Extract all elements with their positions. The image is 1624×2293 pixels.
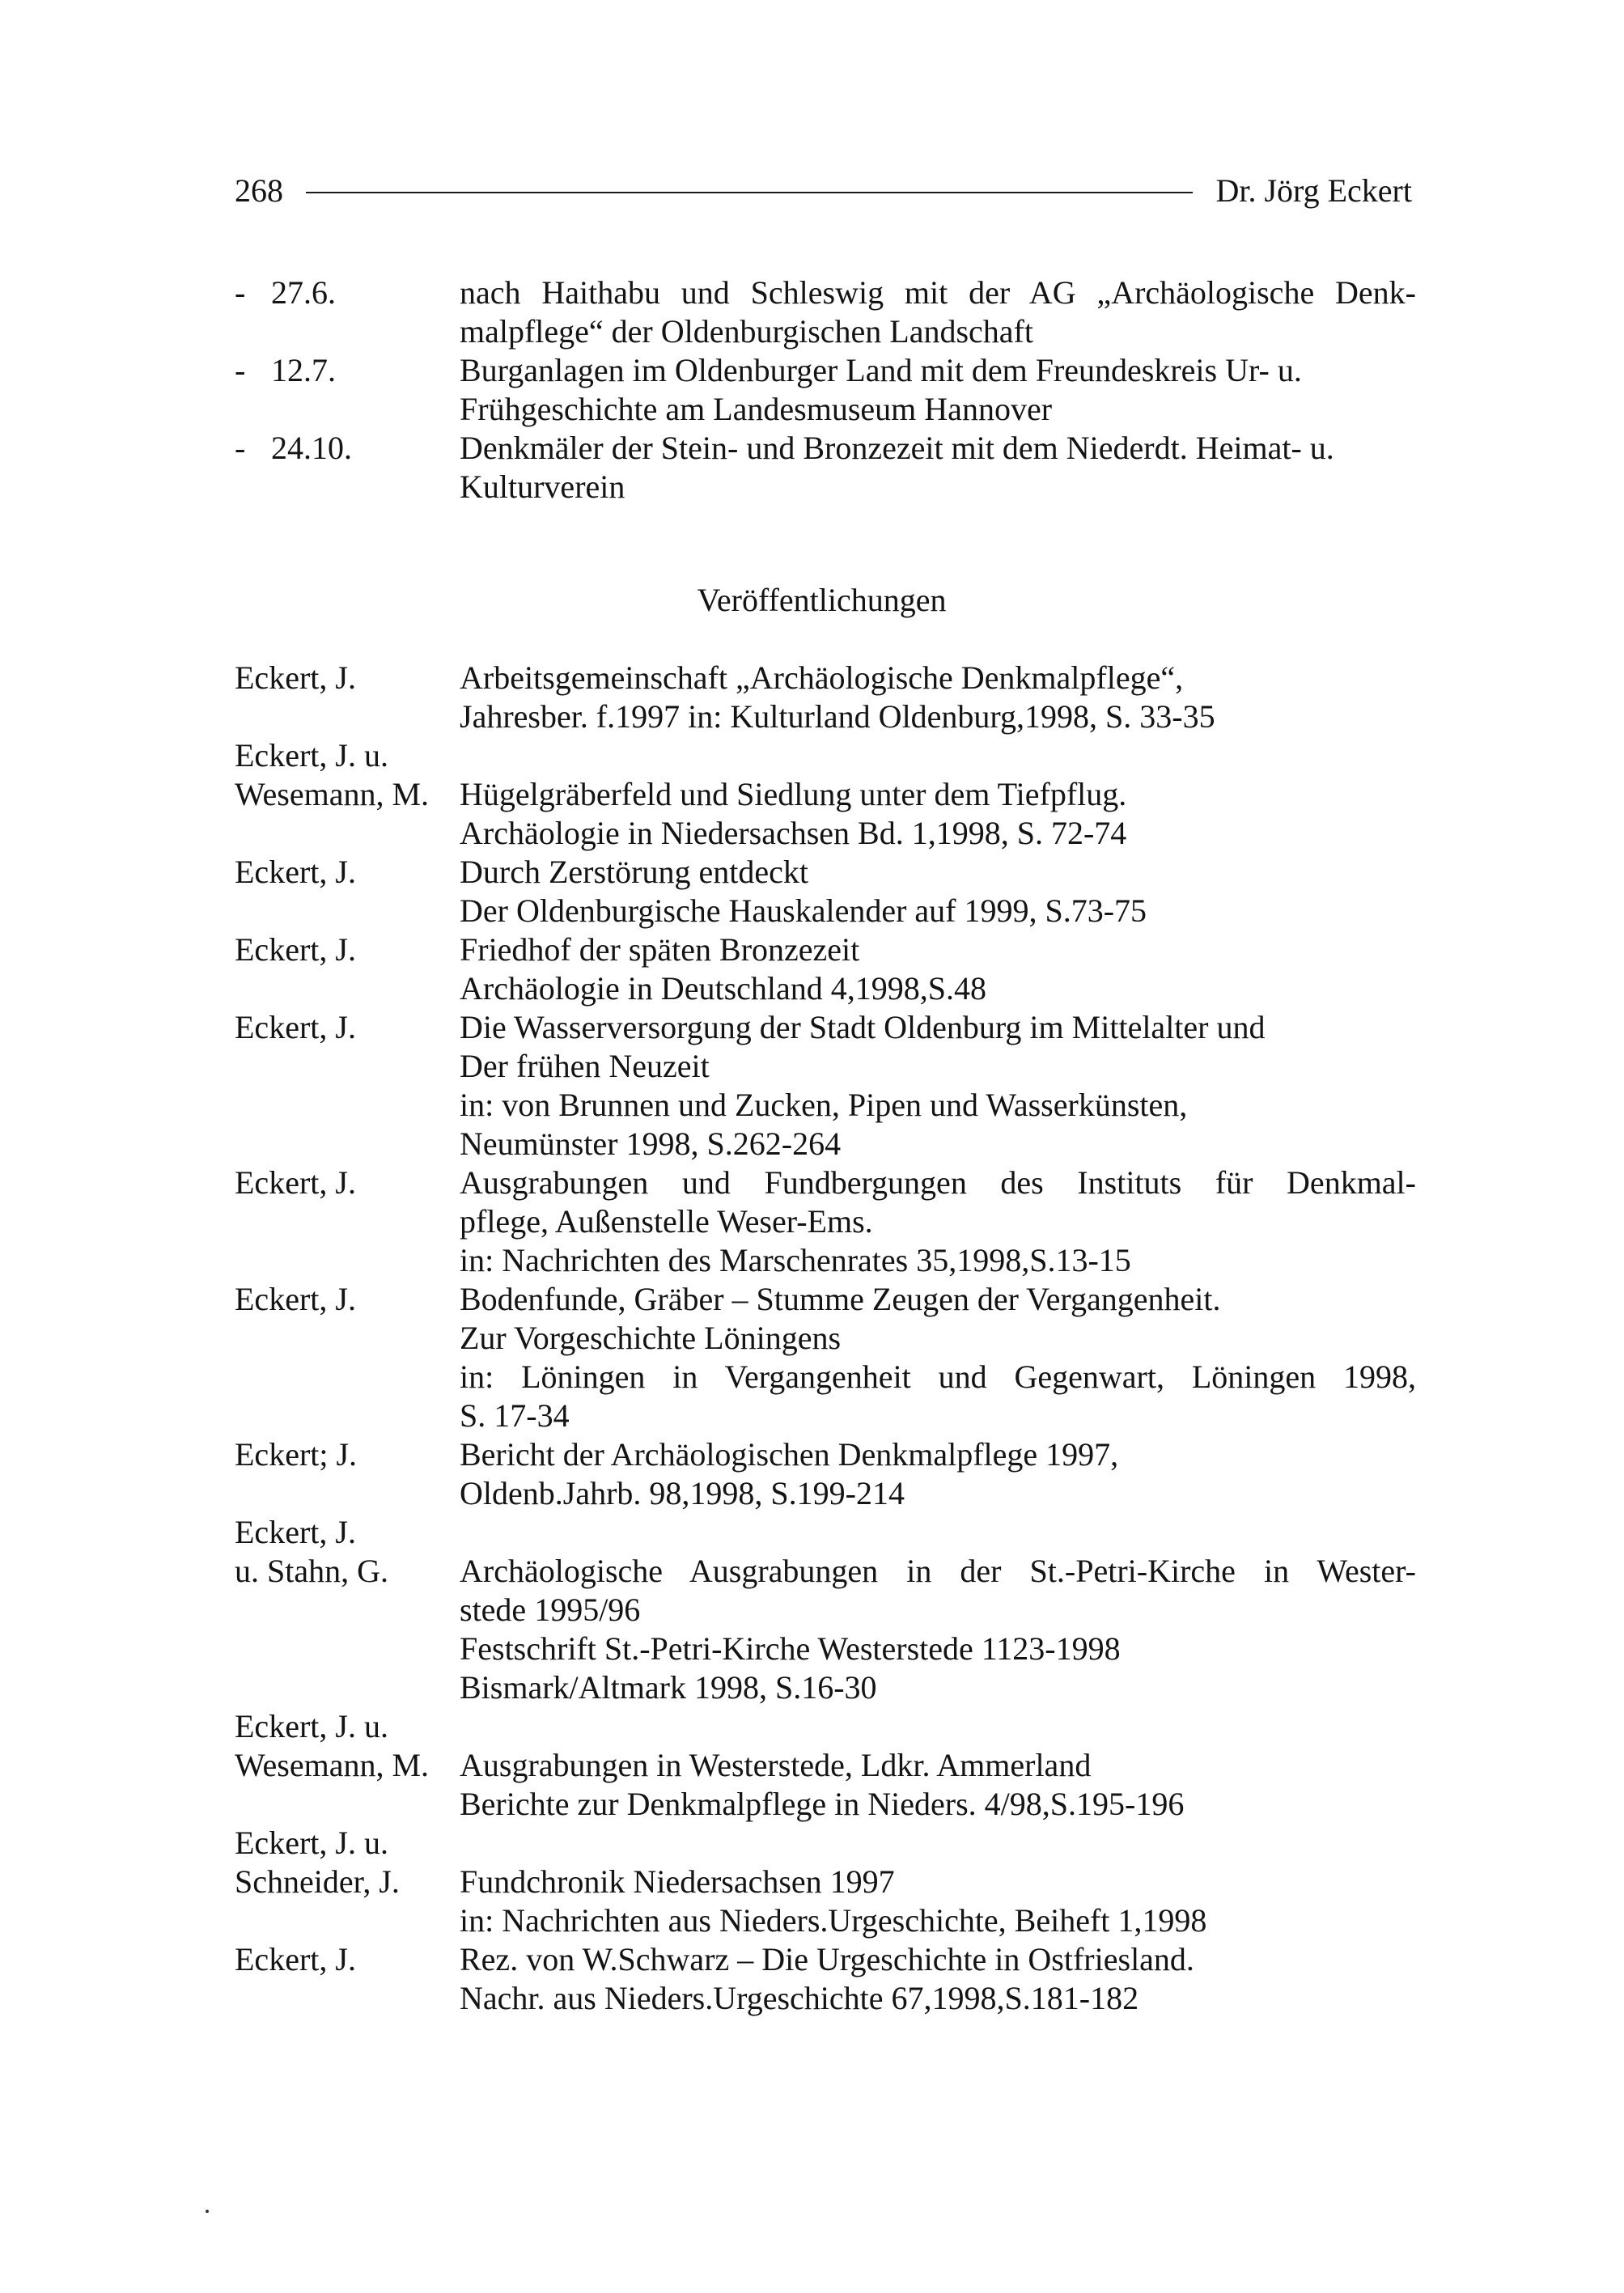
publication-author (235, 659, 460, 697)
publication-entry (235, 1163, 1416, 1280)
publication-author (235, 736, 460, 814)
publication-entry (235, 1707, 1416, 1824)
text-line: in: Nachrichten aus Nieders.Urgeschichte, Beiheft 1,1998 (460, 1902, 1207, 1939)
text-line: Bericht der Archäologischen Denkmalpflege 1997, (460, 1436, 1119, 1473)
text-line (460, 736, 1416, 775)
list-dash: - (235, 274, 246, 311)
excursion-description (460, 351, 1416, 429)
author-line: Eckert, J. (235, 1009, 356, 1045)
text-line: Zur Vorgeschichte Löningens (460, 1320, 842, 1356)
publication-citation (460, 1940, 1416, 2018)
publication-entry (235, 930, 1416, 1008)
publication-list (235, 659, 1416, 2018)
publication-entry (235, 1513, 1416, 1707)
header-author: Dr. Jörg Eckert (1215, 172, 1412, 209)
excursion-description (460, 429, 1416, 506)
author-line: Eckert, J. u. (235, 1825, 388, 1861)
excursion-item (235, 351, 1416, 429)
publication-entry (235, 853, 1416, 930)
publication-author (235, 1163, 460, 1202)
author-line: Eckert, J. (235, 1164, 356, 1201)
author-line: Wesemann, M. (235, 1747, 430, 1783)
publication-author (235, 853, 460, 892)
author-line: Schneider, J. (235, 1863, 400, 1900)
excursion-description (460, 273, 1416, 351)
author-line: Eckert, J. (235, 931, 356, 968)
text-line: Nachr. aus Nieders.Urgeschichte 67,1998,S.181-182 (460, 1980, 1139, 2016)
text-line: stede 1995/96 (460, 1592, 641, 1628)
excursion-date: 24.10. (271, 430, 352, 466)
section-heading-publications: Veröffentlichungen (697, 582, 947, 618)
author-line: Eckert, J. (235, 659, 356, 696)
text-line: Durch Zerstörung entdeckt (460, 854, 808, 890)
running-header (235, 168, 1412, 214)
publication-entry (235, 659, 1416, 736)
text-line (460, 1707, 1416, 1746)
text-line: S. 17-34 (460, 1397, 570, 1434)
author-line: Eckert, J. (235, 1514, 356, 1550)
publication-entry (235, 736, 1416, 853)
publication-citation (460, 1008, 1416, 1163)
publication-author (235, 1280, 460, 1319)
text-line: Denkmäler der Stein- und Bronzezeit mit dem Niederdt. Heimat- u. (460, 430, 1334, 466)
publication-citation (460, 853, 1416, 930)
publication-author (235, 930, 460, 969)
text-line: Friedhof der späten Bronzezeit (460, 931, 860, 968)
text-line: Oldenb.Jahrb. 98,1998, S.199-214 (460, 1475, 905, 1511)
publication-citation (460, 930, 1416, 1008)
author-line: Eckert, J. (235, 854, 356, 890)
text-line: Bodenfunde, Gräber – Stumme Zeugen der Vergangenheit. (460, 1281, 1221, 1317)
text-line: nach Haithabu und Schleswig mit der AG „Archäologische Denk- (460, 274, 1416, 311)
header-rule (306, 192, 1193, 193)
author-line: Eckert, J. (235, 1941, 356, 1977)
excursion-item (235, 429, 1416, 506)
text-line: Jahresber. f.1997 in: Kulturland Oldenburg,1998, S. 33-35 (460, 698, 1215, 735)
text-line: Der frühen Neuzeit (460, 1048, 710, 1084)
text-line: Fundchronik Niedersachsen 1997 (460, 1863, 895, 1900)
publication-author (235, 1513, 460, 1591)
publication-author (235, 1008, 460, 1047)
author-line: Eckert; J. (235, 1436, 358, 1473)
publication-citation (460, 1280, 1416, 1435)
text-line: Ausgrabungen in Westerstede, Ldkr. Ammerland (460, 1747, 1092, 1783)
page-number: 268 (235, 172, 283, 209)
text-line: pflege, Außenstelle Weser-Ems. (460, 1203, 873, 1240)
text-line: Bismark/Altmark 1998, S.16-30 (460, 1669, 877, 1706)
text-line: malpflege“ der Oldenburgischen Landschaft (460, 313, 1033, 350)
text-line (460, 1824, 1416, 1863)
publication-entry (235, 1435, 1416, 1513)
text-line: Neumünster 1998, S.262-264 (460, 1125, 842, 1162)
excursion-list (235, 273, 1416, 506)
text-line: in: Löningen in Vergangenheit und Gegenwart, Löningen 1998, (460, 1358, 1416, 1395)
publication-entry (235, 1280, 1416, 1435)
text-line: Die Wasserversorgung der Stadt Oldenburg im Mittelalter und (460, 1009, 1266, 1045)
excursion-date: 12.7. (271, 352, 336, 388)
author-line: Eckert, J. u. (235, 737, 388, 774)
excursion-item (235, 273, 1416, 351)
author-line: Eckert, J. (235, 1281, 356, 1317)
publication-entry (235, 1940, 1416, 2018)
text-line: Ausgrabungen und Fundbergungen des Instituts für Denkmal- (460, 1164, 1416, 1201)
text-line: Hügelgräberfeld und Siedlung unter dem Tiefpflug. (460, 776, 1127, 812)
scan-speck (206, 2210, 209, 2213)
publication-author (235, 1435, 460, 1474)
publication-entry (235, 1824, 1416, 1940)
publication-citation (460, 1707, 1416, 1824)
publication-citation (460, 1163, 1416, 1280)
text-line: Frühgeschichte am Landesmuseum Hannover (460, 391, 1053, 427)
excursion-date: 27.6. (271, 274, 336, 311)
text-line: Arbeitsgemeinschaft „Archäologische Denkmalpflege“, (460, 659, 1184, 696)
publication-entry (235, 1008, 1416, 1163)
publication-citation (460, 1513, 1416, 1707)
author-line: Wesemann, M. (235, 776, 430, 812)
publication-citation (460, 659, 1416, 736)
author-line: u. Stahn, G. (235, 1553, 388, 1589)
text-line: Berichte zur Denkmalpflege in Nieders. 4/98,S.195-196 (460, 1786, 1185, 1822)
list-dash: - (235, 352, 246, 388)
text-line (460, 1513, 1416, 1552)
publication-author (235, 1824, 460, 1901)
list-dash: - (235, 430, 246, 466)
publication-citation (460, 736, 1416, 853)
publication-citation (460, 1824, 1416, 1940)
text-line: Kulturverein (460, 468, 625, 505)
author-line: Eckert, J. u. (235, 1708, 388, 1744)
publication-citation (460, 1435, 1416, 1513)
text-line: Burganlagen im Oldenburger Land mit dem Freundeskreis Ur- u. (460, 352, 1302, 388)
text-line: Der Oldenburgische Hauskalender auf 1999, S.73-75 (460, 892, 1147, 929)
text-line: Archäologie in Deutschland 4,1998,S.48 (460, 970, 986, 1007)
text-line: Rez. von W.Schwarz – Die Urgeschichte in Ostfriesland. (460, 1941, 1194, 1977)
text-line: in: von Brunnen und Zucken, Pipen und Wasserkünsten, (460, 1087, 1188, 1123)
publication-author (235, 1940, 460, 1979)
text-line: Archäologie in Niedersachsen Bd. 1,1998, S. 72-74 (460, 815, 1127, 851)
text-line: in: Nachrichten des Marschenrates 35,1998,S.13-15 (460, 1242, 1131, 1278)
text-line: Festschrift St.-Petri-Kirche Westerstede 1123-1998 (460, 1630, 1121, 1667)
text-line: Archäologische Ausgrabungen in der St.-Petri-Kirche in Wester- (460, 1553, 1416, 1589)
publication-author (235, 1707, 460, 1785)
